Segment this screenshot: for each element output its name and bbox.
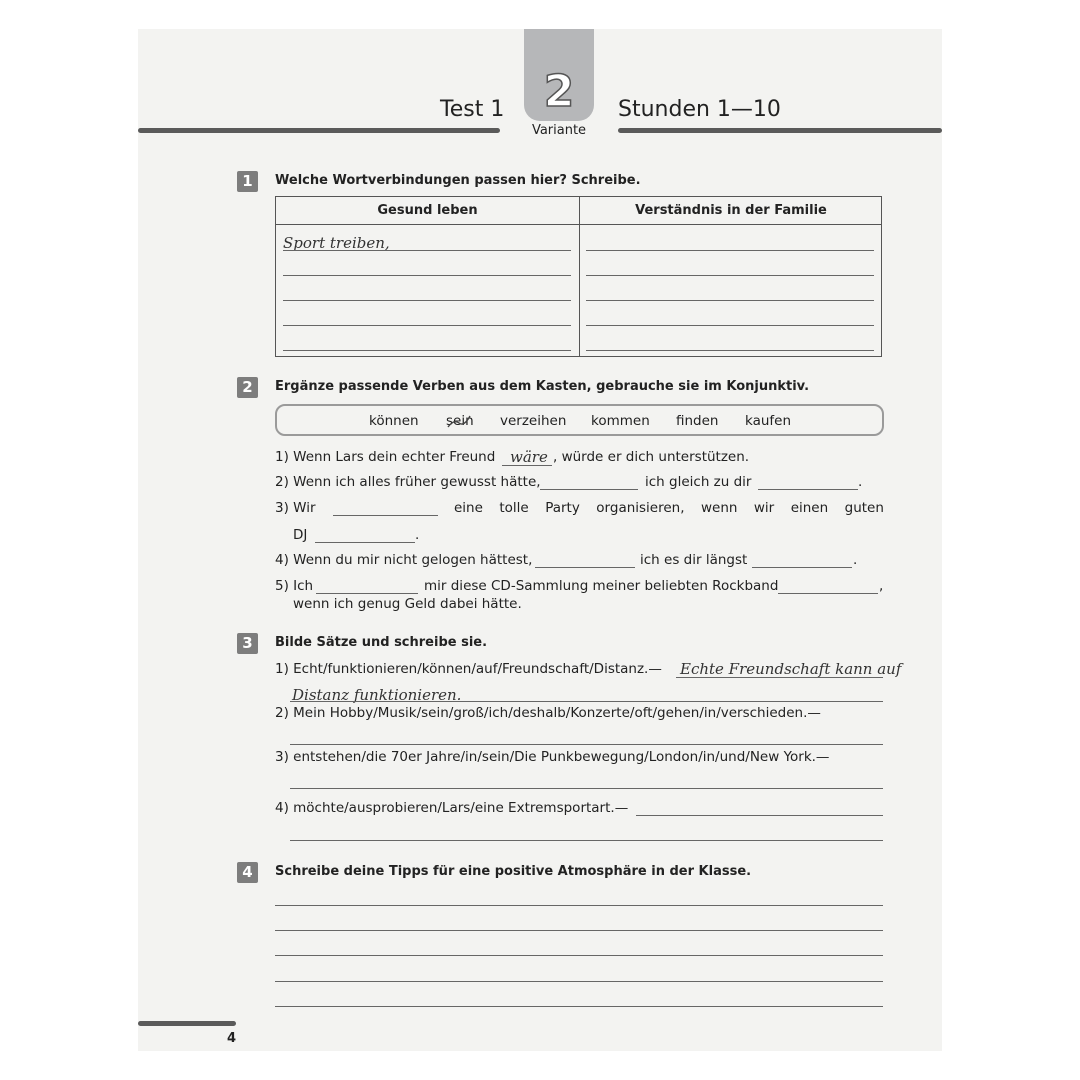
- write-line[interactable]: [283, 325, 571, 326]
- task2-sentence3-dj: DJ: [293, 527, 308, 543]
- word: eine: [454, 500, 483, 516]
- test-label: Test 1: [440, 97, 505, 122]
- task2-sentence5-start: 5) Ich: [275, 578, 314, 594]
- task3-sentence2: 2) Mein Hobby/Musik/sein/groß/ich/deshalb/Konzerte/oft/gehen/in/verschieden.—: [275, 705, 821, 721]
- write-line[interactable]: [283, 300, 571, 301]
- header-rule-right: [618, 128, 942, 133]
- write-line[interactable]: [275, 905, 883, 906]
- write-line[interactable]: [636, 815, 883, 816]
- task3-sentence3: 3) entstehen/die 70er Jahre/in/sein/Die Punkbewegung/London/in/und/New York.—: [275, 749, 830, 765]
- write-line[interactable]: [586, 250, 874, 251]
- task2-sentence5-end: wenn ich genug Geld dabei hätte.: [293, 596, 522, 612]
- answer-blank[interactable]: [316, 593, 418, 594]
- lessons-label: Stunden 1—10: [618, 97, 781, 122]
- word: guten: [844, 500, 884, 516]
- verb-item: finden: [676, 413, 719, 429]
- task4-number: 4: [237, 862, 258, 883]
- task2-sentence3-line: [454, 500, 884, 516]
- period: .: [415, 527, 420, 543]
- verb-item: können: [369, 413, 419, 429]
- variant-label: Variante: [531, 123, 587, 138]
- table-header-divider: [276, 224, 881, 225]
- footer-rule: [138, 1021, 236, 1026]
- answer-blank[interactable]: [752, 567, 852, 568]
- comma: ,: [879, 578, 884, 594]
- word: wir: [753, 500, 775, 516]
- answer-blank[interactable]: [333, 515, 438, 516]
- verb-item: verzeihen: [500, 413, 567, 429]
- write-line[interactable]: [283, 350, 571, 351]
- write-line[interactable]: [283, 250, 571, 251]
- word: tolle: [499, 500, 529, 516]
- variant-number: 2: [543, 66, 575, 117]
- word: einen: [790, 500, 829, 516]
- table-column-divider: [579, 197, 580, 356]
- write-line[interactable]: [275, 981, 883, 982]
- task2-sentence5-mid: mir diese CD-Sammlung meiner beliebten Rockband: [424, 578, 779, 594]
- task1-table: [275, 196, 882, 357]
- write-line[interactable]: [586, 325, 874, 326]
- write-line[interactable]: [676, 677, 883, 678]
- task2-title: Ergänze passende Verben aus dem Kasten, gebrauche sie im Konjunktiv.: [275, 379, 810, 394]
- table-header-gesund: Gesund leben: [377, 203, 478, 218]
- task4-title: Schreibe deine Tipps für eine positive Atmosphäre in der Klasse.: [275, 864, 752, 879]
- verb-item: kommen: [591, 413, 650, 429]
- task2-sentence1-start: 1) Wenn Lars dein echter Freund: [275, 449, 496, 465]
- answer-blank[interactable]: [778, 593, 878, 594]
- period: .: [858, 474, 863, 490]
- header-rule-left: [138, 128, 500, 133]
- verb-box: [275, 404, 884, 436]
- write-line[interactable]: [275, 930, 883, 931]
- task2-sentence1-end: , würde er dich unterstützen.: [553, 449, 750, 465]
- table-header-familie: Verständnis in der Familie: [635, 203, 827, 218]
- task2-sentence4-mid: ich es dir längst: [640, 552, 748, 568]
- verb-item: kaufen: [745, 413, 792, 429]
- page-number: 4: [227, 1031, 237, 1046]
- task2-sentence4-start: 4) Wenn du mir nicht gelogen hättest,: [275, 552, 533, 568]
- answer-blank[interactable]: [758, 489, 858, 490]
- write-line[interactable]: [275, 955, 883, 956]
- task3-answer1-part1: Echte Freundschaft kann auf: [680, 660, 902, 678]
- period: .: [853, 552, 858, 568]
- answer-blank[interactable]: [315, 542, 415, 543]
- word: organisieren,: [596, 500, 685, 516]
- write-line[interactable]: [290, 840, 883, 841]
- word: Party: [545, 500, 580, 516]
- strike-through-mark: [446, 415, 472, 429]
- task3-answer1-part2: Distanz funktionieren.: [292, 686, 462, 704]
- verb-item: sein: [446, 413, 474, 429]
- task1-number: 1: [237, 171, 258, 192]
- write-line[interactable]: [586, 275, 874, 276]
- write-line[interactable]: [290, 701, 883, 702]
- write-line[interactable]: [275, 1006, 883, 1007]
- write-line[interactable]: [290, 788, 883, 789]
- task2-sentence2-mid: ich gleich zu dir: [645, 474, 752, 490]
- word: wenn: [700, 500, 738, 516]
- task3-number: 3: [237, 633, 258, 654]
- task2-sentence2-start: 2) Wenn ich alles früher gewusst hätte,: [275, 474, 541, 490]
- task3-title: Bilde Sätze und schreibe sie.: [275, 635, 488, 650]
- write-line[interactable]: [586, 300, 874, 301]
- write-line[interactable]: [586, 350, 874, 351]
- task2-sentence1-answer: wäre: [510, 448, 548, 466]
- write-line[interactable]: [283, 275, 571, 276]
- task3-sentence4: 4) möchte/ausprobieren/Lars/eine Extremsportart.—: [275, 800, 629, 816]
- task1-example-answer: Sport treiben,: [283, 234, 390, 252]
- answer-blank[interactable]: [540, 489, 638, 490]
- task1-title: Welche Wortverbindungen passen hier? Schreibe.: [275, 173, 641, 188]
- task2-sentence3-word: 3) Wir: [275, 500, 316, 516]
- answer-blank[interactable]: [535, 567, 635, 568]
- task3-sentence1: 1) Echt/funktionieren/können/auf/Freundschaft/Distanz.—: [275, 661, 662, 677]
- task2-number: 2: [237, 377, 258, 398]
- write-line[interactable]: [290, 744, 883, 745]
